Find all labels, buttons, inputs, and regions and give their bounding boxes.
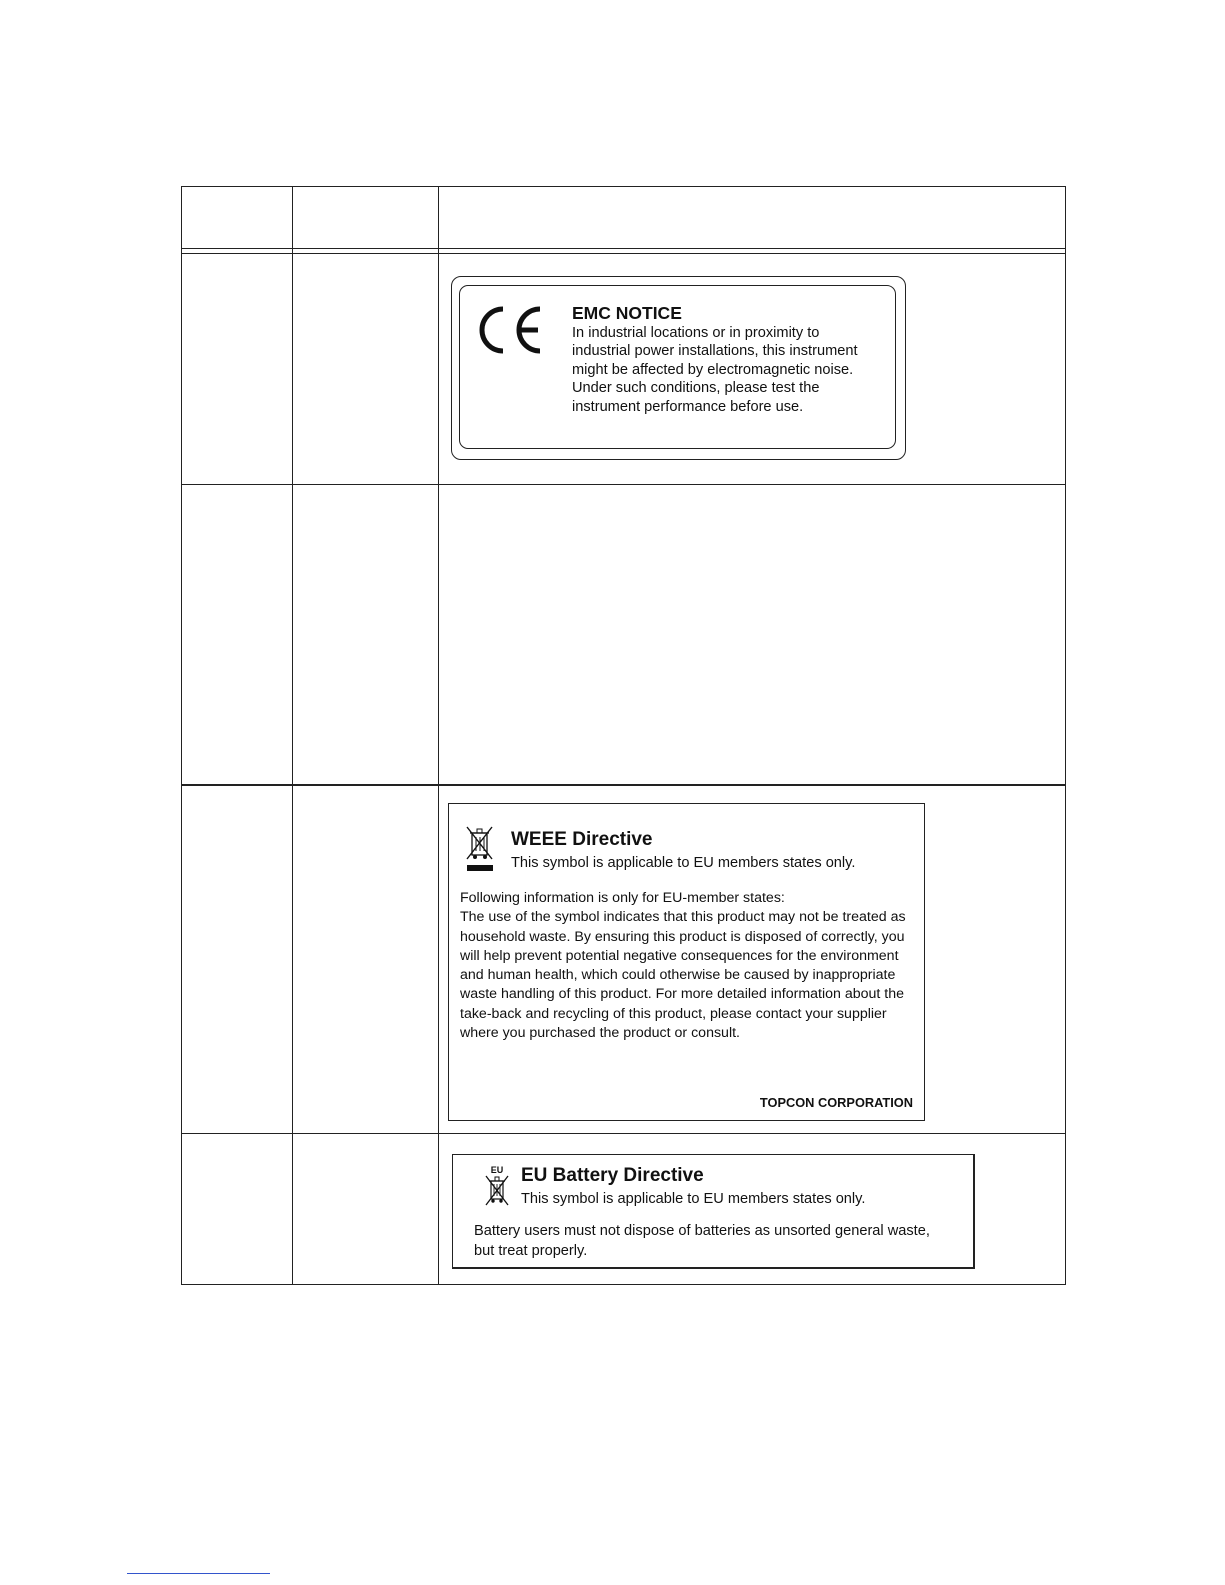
emc-line: instrument performance before use. <box>572 398 804 415</box>
table-bottom-border <box>181 1284 1066 1285</box>
weee-line: household waste. By ensuring this product is disposed of correctly, you <box>460 928 905 945</box>
company-name: TOPCON CORPORATION <box>759 1095 913 1110</box>
weee-subtitle: This symbol is applicable to EU members states only. <box>511 855 856 871</box>
table-top-border <box>181 186 1066 187</box>
weee-line: will help prevent potential negative consequences for the environment <box>460 947 899 964</box>
emc-line: industrial power installations, this instrument <box>572 343 858 360</box>
weee-line: waste handling of this product. For more detailed information about the <box>460 986 905 1003</box>
emc-line: Under such conditions, please test the <box>572 380 820 397</box>
battery-title: EU Battery Directive <box>521 1165 704 1186</box>
table-row-divider <box>181 484 1066 485</box>
eu-crossed-bin-icon <box>483 1164 511 1208</box>
table-header-divider <box>181 248 1066 249</box>
emc-body <box>572 324 858 416</box>
battery-body <box>474 1222 930 1261</box>
table-column-divider <box>292 186 293 1285</box>
battery-subtitle: This symbol is applicable to EU members states only. <box>521 1191 866 1207</box>
emc-title: EMC NOTICE <box>572 303 682 323</box>
crossed-bin-icon <box>465 825 495 873</box>
footer-link-underline[interactable] <box>127 1573 270 1574</box>
table-column-divider <box>438 186 439 1285</box>
table-row-divider <box>181 1133 1066 1134</box>
ce-mark-icon <box>474 303 544 357</box>
weee-line: Following information is only for EU-member states: <box>460 890 785 906</box>
weee-line: and human health, which could otherwise be caused by inappropriate <box>460 967 896 984</box>
table-left-border <box>181 186 182 1285</box>
battery-line: but treat properly. <box>474 1242 588 1259</box>
table-header-divider-double <box>181 253 1066 254</box>
weee-title: WEEE Directive <box>511 829 653 850</box>
table-right-border <box>1065 186 1066 1285</box>
emc-line: might be affected by electromagnetic noise. <box>572 361 854 378</box>
eu-icon-text: EU <box>490 1165 504 1175</box>
emc-line: In industrial locations or in proximity to <box>572 325 820 341</box>
battery-line: Battery users must not dispose of batteries as unsorted general waste, <box>474 1223 930 1239</box>
weee-body <box>460 889 906 1043</box>
weee-line: where you purchased the product or consult. <box>460 1025 740 1042</box>
table-row-divider <box>181 784 1066 786</box>
weee-line: The use of the symbol indicates that this product may not be treated as <box>460 909 906 926</box>
weee-line: take-back and recycling of this product, please contact your supplier <box>460 1005 887 1022</box>
